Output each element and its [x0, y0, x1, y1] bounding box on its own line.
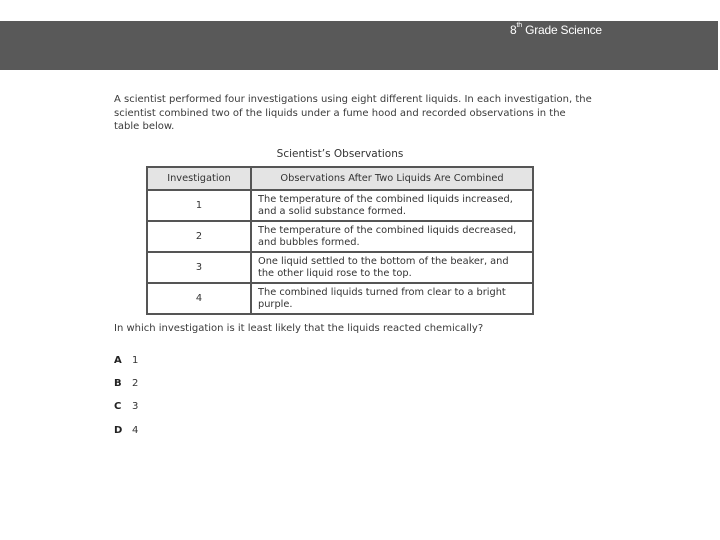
title-grade: 8 [510, 23, 517, 37]
question-text: In which investigation is it least likely that the liquids reacted chemically? [114, 323, 484, 334]
header-bar [0, 21, 718, 70]
choice-c[interactable] [114, 395, 138, 418]
table-row [147, 190, 533, 221]
choice-letter: C [114, 401, 122, 413]
header-investigation: Investigation [147, 167, 251, 190]
choice-letter: B [114, 378, 122, 390]
choice-d[interactable] [114, 419, 138, 442]
choice-letter: A [114, 355, 122, 367]
choice-letter: D [114, 424, 123, 436]
observation-text: The temperature of the combined liquids decreased, and bubbles formed. [251, 221, 533, 252]
choice-text: 4 [132, 424, 139, 436]
table-header-row [147, 167, 533, 190]
table-caption: Scientist’s Observations [276, 148, 404, 160]
choice-text: 3 [132, 401, 139, 413]
table-row [147, 252, 533, 283]
observations-table [146, 166, 534, 315]
investigation-number: 3 [147, 252, 251, 283]
investigation-number: 4 [147, 283, 251, 314]
title-rest: Grade Science [521, 23, 602, 37]
investigation-number: 1 [147, 190, 251, 221]
choice-text: 2 [132, 378, 139, 390]
choice-a[interactable] [114, 349, 138, 372]
title-suffix: th [516, 22, 522, 29]
observation-text: One liquid settled to the bottom of the beaker, and the other liquid rose to the top. [251, 252, 533, 283]
table-row [147, 221, 533, 252]
answer-choices [114, 349, 138, 442]
header-observations: Observations After Two Liquids Are Combined [251, 167, 533, 190]
observation-text: The combined liquids turned from clear to a bright purple. [251, 283, 533, 314]
choice-text: 1 [132, 355, 139, 367]
header-title [510, 23, 602, 37]
observation-text: The temperature of the combined liquids increased, and a solid substance formed. [251, 190, 533, 221]
table-row [147, 283, 533, 314]
intro-text: A scientist performed four investigations using eight different liquids. In each investigation, the scientist combined two of the liquids under a fume hood and recorded observations in the table below. [114, 94, 592, 132]
choice-b[interactable] [114, 372, 138, 395]
investigation-number: 2 [147, 221, 251, 252]
